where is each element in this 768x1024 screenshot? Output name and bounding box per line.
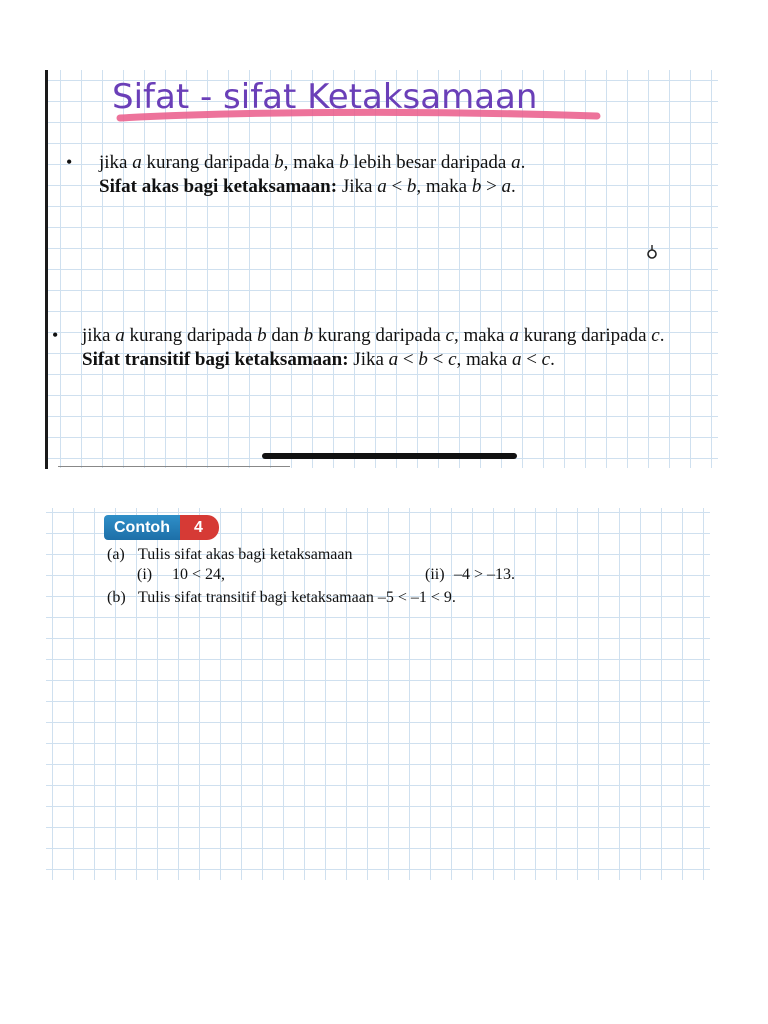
rule-2-statement: jika a kurang daripada b dan b kurang daripada c, maka a kurang daripada c. <box>82 325 665 346</box>
rule-1-statement: jika a kurang daripada b, maka b lebih besar daripada a. <box>99 152 526 173</box>
example-badge <box>104 515 219 540</box>
bullet-1: • <box>66 152 73 172</box>
part-b-text: Tulis sifat transitif bagi ketaksamaan –5 < –1 < 9. <box>138 589 456 606</box>
handwritten-title <box>112 70 612 130</box>
example-badge-label: Contoh <box>104 515 180 540</box>
part-ii-marker: (ii) <box>425 566 445 583</box>
margin-line <box>45 70 48 469</box>
property-label: Sifat transitif bagi ketaksamaan: <box>82 349 349 370</box>
property-label: Sifat akas bagi ketaksamaan: <box>99 176 338 197</box>
pen-cursor-icon <box>645 245 659 261</box>
rule-1-property: Sifat akas bagi ketaksamaan: Jika a < b, maka b > a. <box>99 176 516 197</box>
example-badge-number: 4 <box>180 515 219 540</box>
part-i-marker: (i) <box>137 566 153 583</box>
part-i-text: 10 < 24, <box>172 566 226 583</box>
title-text: Sifat - sifat Ketaksamaan <box>112 77 538 117</box>
rule-2-property: Sifat transitif bagi ketaksamaan: Jika a < b < c, maka a < c. <box>82 349 555 370</box>
bullet-2: • <box>52 325 59 345</box>
divider <box>58 466 290 467</box>
part-a-marker: (a) <box>107 546 125 563</box>
part-ii-text: –4 > –13. <box>454 566 516 583</box>
home-indicator[interactable] <box>262 453 517 459</box>
part-a-text: Tulis sifat akas bagi ketaksamaan <box>138 546 353 563</box>
part-b-marker: (b) <box>107 589 126 606</box>
